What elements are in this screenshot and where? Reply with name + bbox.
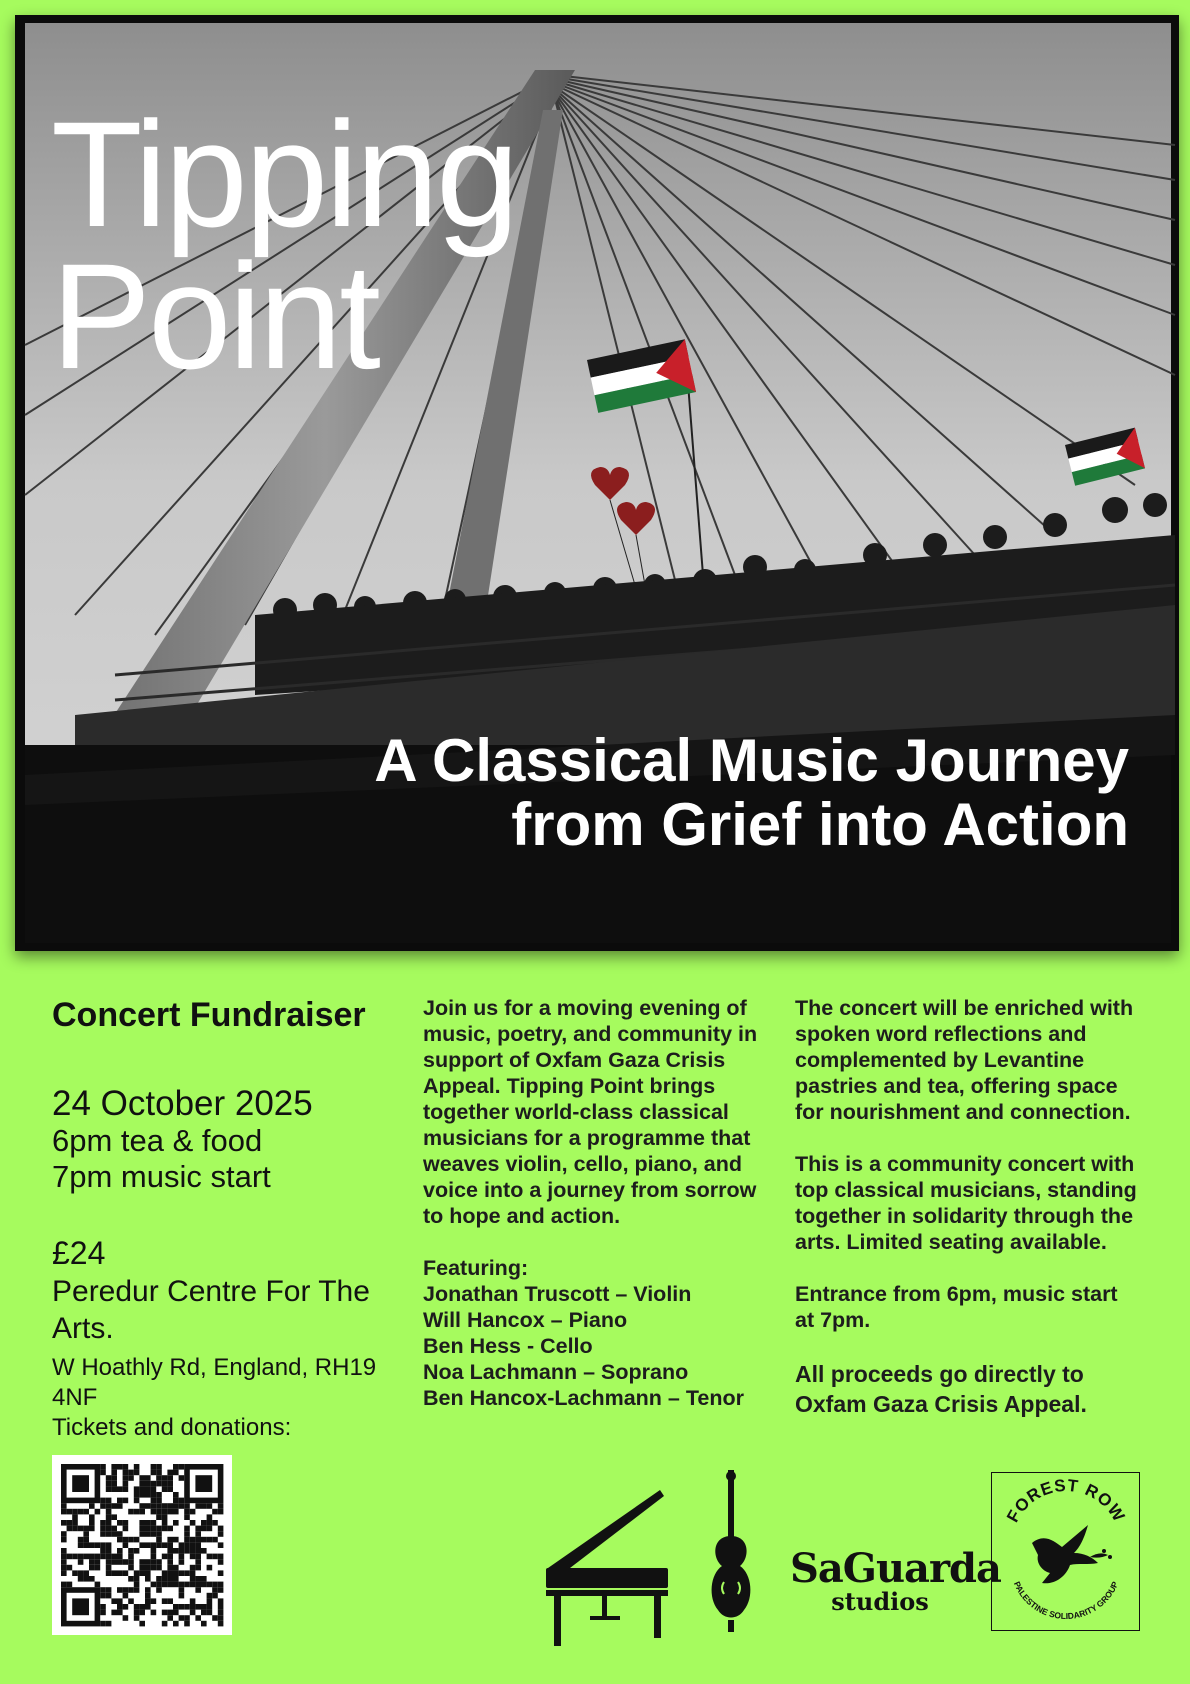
hero-photo-frame: [15, 15, 1179, 951]
event-date: 24 October 2025: [52, 1084, 313, 1123]
forest-row-title: FOREST ROW: [1003, 1475, 1129, 1526]
info-line: The concert will be enriched with: [795, 996, 1134, 1020]
event-info: [795, 995, 1145, 1419]
about-line: support of Oxfam Gaza Crisis: [423, 1048, 726, 1072]
venue-line-1: Peredur Centre For The: [52, 1275, 370, 1308]
address-line-2: 4NF: [52, 1384, 98, 1411]
event-subtitle: [374, 729, 1129, 857]
info-line: top classical musicians, standing: [795, 1178, 1137, 1202]
about-line: voice into a journey from sorrow: [423, 1178, 757, 1202]
info-paragraph-community: [795, 1151, 1145, 1255]
venue-line-2: Arts.: [52, 1312, 114, 1345]
info-line: at 7pm.: [795, 1308, 871, 1332]
info-line: for nourishment and connection.: [795, 1100, 1131, 1124]
event-details: [52, 995, 392, 1443]
tickets-label: Tickets and donations:: [52, 1414, 292, 1441]
info-paragraph-proceeds: [795, 1359, 1145, 1419]
event-title: [51, 90, 517, 400]
title-line-2: Point: [51, 232, 378, 400]
about-line: to hope and action.: [423, 1204, 621, 1228]
address-line-1: W Hoathly Rd, England, RH19: [52, 1354, 377, 1381]
qr-code[interactable]: [52, 1455, 232, 1635]
subtitle-line-2: from Grief into Action: [511, 791, 1129, 858]
ticket-price: £24: [52, 1235, 106, 1271]
featuring-label: Featuring:: [423, 1256, 529, 1280]
grand-piano-icon: [546, 1490, 668, 1646]
proceeds-line: Oxfam Gaza Crisis Appeal.: [795, 1391, 1087, 1417]
qr-code-graphic: [52, 1455, 232, 1635]
forest-row-subtitle: PALESTINE SOLIDARITY GROUP: [1011, 1579, 1121, 1622]
svg-text:PALESTINE SOLIDARITY GROUP: [1012, 1580, 1120, 1621]
performer-item: Noa Lachmann – Soprano: [423, 1360, 689, 1384]
info-paragraph-entrance: [795, 1281, 1145, 1333]
about-line: weaves violin, cello, piano, and: [423, 1152, 743, 1176]
info-line: arts. Limited seating available.: [795, 1230, 1107, 1254]
time-music: 7pm music start: [52, 1159, 271, 1194]
event-description: [423, 995, 763, 1411]
about-line: music, poetry, and community in: [423, 1022, 758, 1046]
about-line: musicians for a programme that: [423, 1126, 751, 1150]
event-times: [52, 1123, 392, 1195]
performer-list: [423, 1281, 763, 1411]
info-line: This is a community concert with: [795, 1152, 1135, 1176]
time-tea: 6pm tea & food: [52, 1123, 263, 1158]
about-line: Join us for a moving evening of: [423, 996, 747, 1020]
performer-item: Ben Hancox-Lachmann – Tenor: [423, 1386, 744, 1410]
info-line: together in solidarity through the: [795, 1204, 1134, 1228]
venue-name: [52, 1273, 392, 1347]
info-line: complemented by Levantine: [795, 1048, 1085, 1072]
info-paragraph-enrichment: [795, 995, 1145, 1125]
headline: Concert Fundraiser: [52, 996, 366, 1034]
forest-row-logo: [991, 1472, 1140, 1631]
saguarda-sub: studios: [831, 1587, 929, 1616]
dove-icon: [1032, 1525, 1112, 1583]
subtitle-line-1: A Classical Music Journey: [374, 727, 1129, 794]
info-line: Entrance from 6pm, music start: [795, 1282, 1118, 1306]
info-line: spoken word reflections and: [795, 1022, 1087, 1046]
violin-icon: [712, 1470, 751, 1632]
about-paragraph: [423, 995, 763, 1229]
forest-row-emblem: [992, 1473, 1139, 1630]
saguarda-name: SaGuarda: [790, 1545, 1001, 1592]
svg-text:FOREST ROW: [1003, 1476, 1129, 1526]
venue-address: [52, 1353, 392, 1413]
saguarda-studios-logo: [790, 1545, 1001, 1616]
performer-item: Will Hancox – Piano: [423, 1308, 628, 1332]
about-line: Appeal. Tipping Point brings: [423, 1074, 716, 1098]
instrument-icons: [540, 1470, 780, 1650]
performer-item: Ben Hess - Cello: [423, 1334, 593, 1358]
performer-item: Jonathan Truscott – Violin: [423, 1282, 692, 1306]
info-line: pastries and tea, offering space: [795, 1074, 1118, 1098]
about-line: together world-class classical: [423, 1100, 729, 1124]
title-line-1: Tipping: [51, 90, 517, 258]
proceeds-line: All proceeds go directly to: [795, 1361, 1084, 1387]
